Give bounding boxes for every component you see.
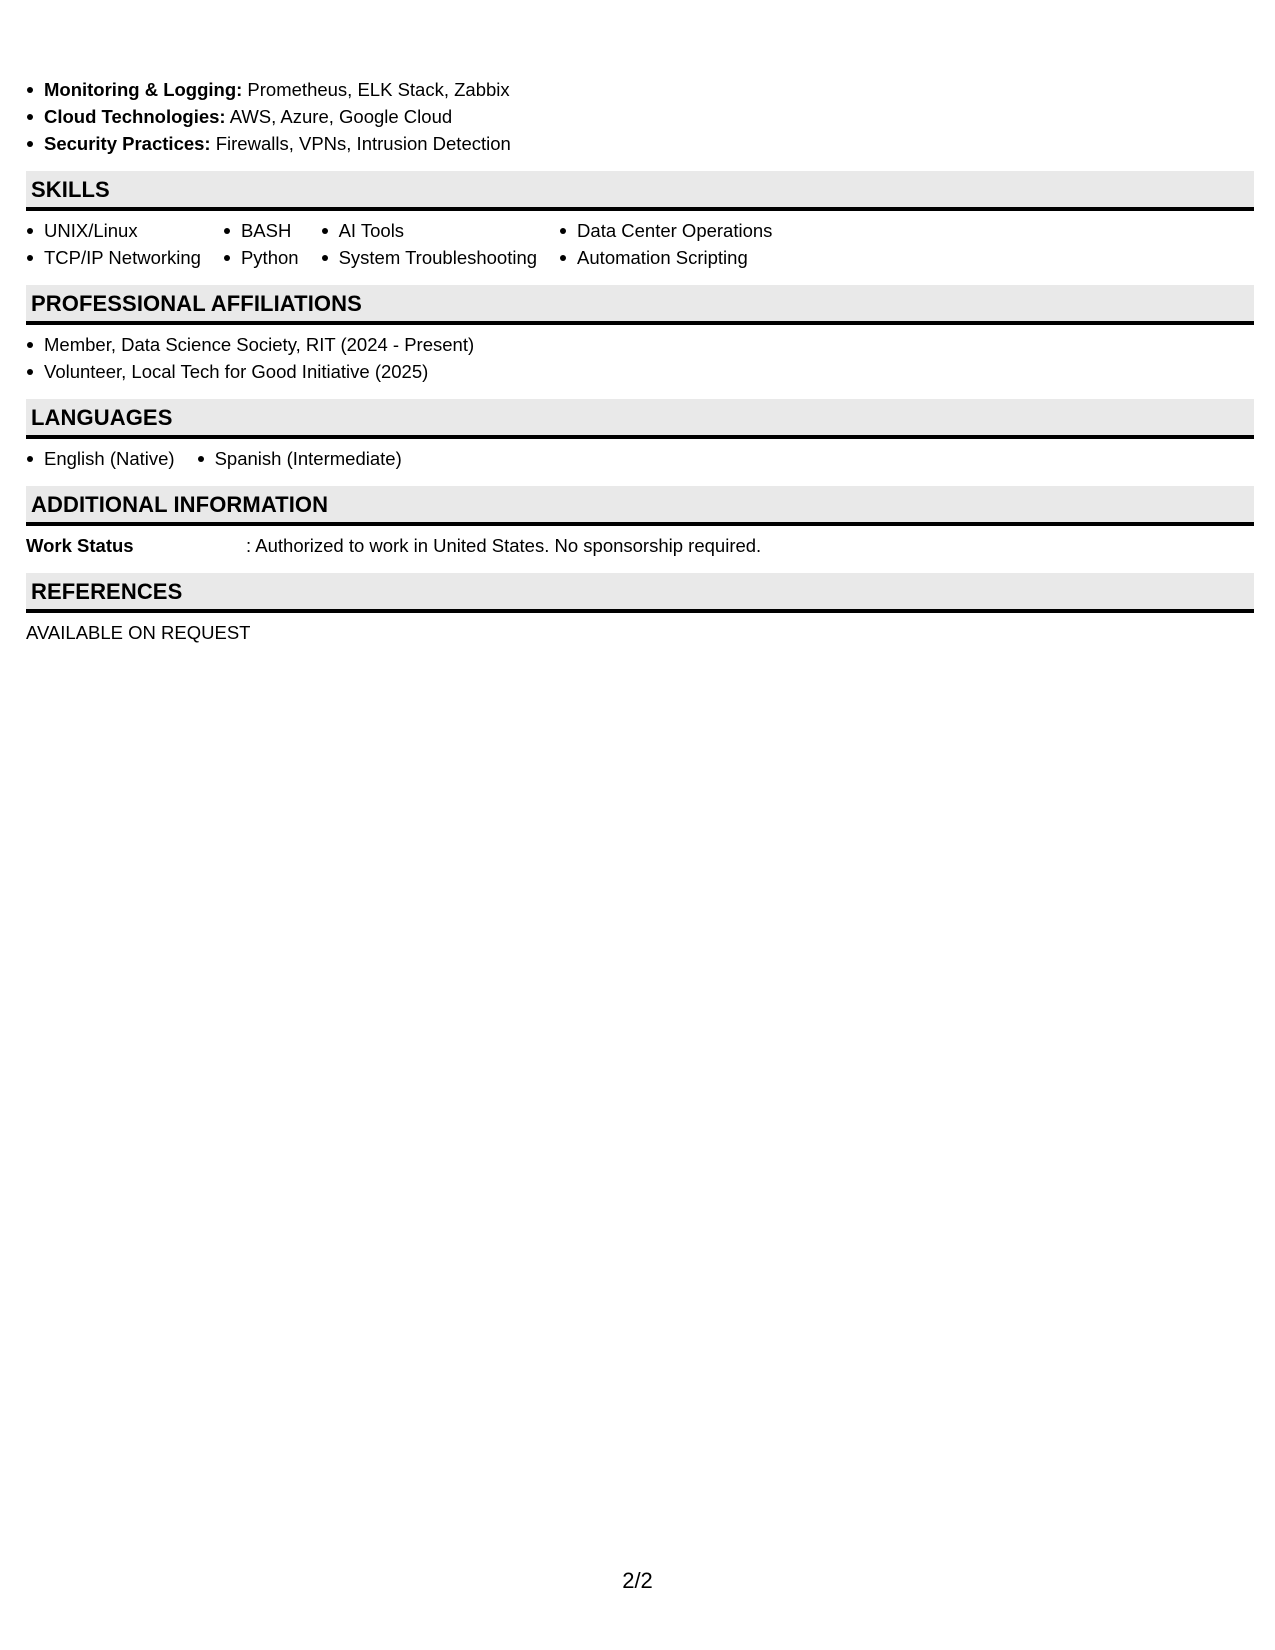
section-header-languages: LANGUAGES	[26, 399, 1254, 439]
section-header-affiliations: PROFESSIONAL AFFILIATIONS	[26, 285, 1254, 325]
skill-item: Data Center Operations	[559, 217, 772, 244]
list-item	[26, 103, 1254, 130]
item-label: Security Practices:	[44, 133, 211, 154]
skill-item: UNIX/Linux	[26, 217, 201, 244]
skills-column	[559, 217, 772, 271]
technical-skills-list	[26, 76, 1254, 171]
skill-item: Automation Scripting	[559, 244, 772, 271]
skill-item: BASH	[223, 217, 299, 244]
affiliation-item: Volunteer, Local Tech for Good Initiative (2025)	[26, 358, 1254, 385]
section-header-skills: SKILLS	[26, 171, 1254, 211]
affiliation-item: Member, Data Science Society, RIT (2024 - Present)	[26, 331, 1254, 358]
skill-item: TCP/IP Networking	[26, 244, 201, 271]
skill-item: System Troubleshooting	[321, 244, 537, 271]
work-status-value: : Authorized to work in United States. No sponsorship required.	[246, 535, 762, 556]
section-header-references: REFERENCES	[26, 573, 1254, 613]
references-text: AVAILABLE ON REQUEST	[26, 622, 251, 643]
item-text: Prometheus, ELK Stack, Zabbix	[242, 79, 510, 100]
languages-list	[26, 439, 1254, 486]
skill-item: AI Tools	[321, 217, 537, 244]
item-text: Firewalls, VPNs, Intrusion Detection	[210, 133, 511, 154]
language-item: English (Native)	[26, 445, 175, 472]
item-label: Monitoring & Logging:	[44, 79, 243, 100]
skills-column	[223, 217, 299, 271]
resume-page	[26, 76, 1254, 660]
affiliations-list	[26, 325, 1254, 399]
work-status-label: Work Status	[26, 535, 134, 556]
list-item	[26, 76, 1254, 103]
list-item	[26, 130, 1254, 157]
skills-column	[321, 217, 537, 271]
section-header-additional-information: ADDITIONAL INFORMATION	[26, 486, 1254, 526]
language-item: Spanish (Intermediate)	[197, 445, 402, 472]
skills-grid	[26, 211, 1254, 285]
skill-item: Python	[223, 244, 299, 271]
skills-column	[26, 217, 201, 271]
work-status-row	[26, 526, 1254, 573]
item-label: Cloud Technologies:	[44, 106, 226, 127]
page-number: 2/2	[622, 1568, 653, 1593]
item-text: AWS, Azure, Google Cloud	[225, 106, 453, 127]
